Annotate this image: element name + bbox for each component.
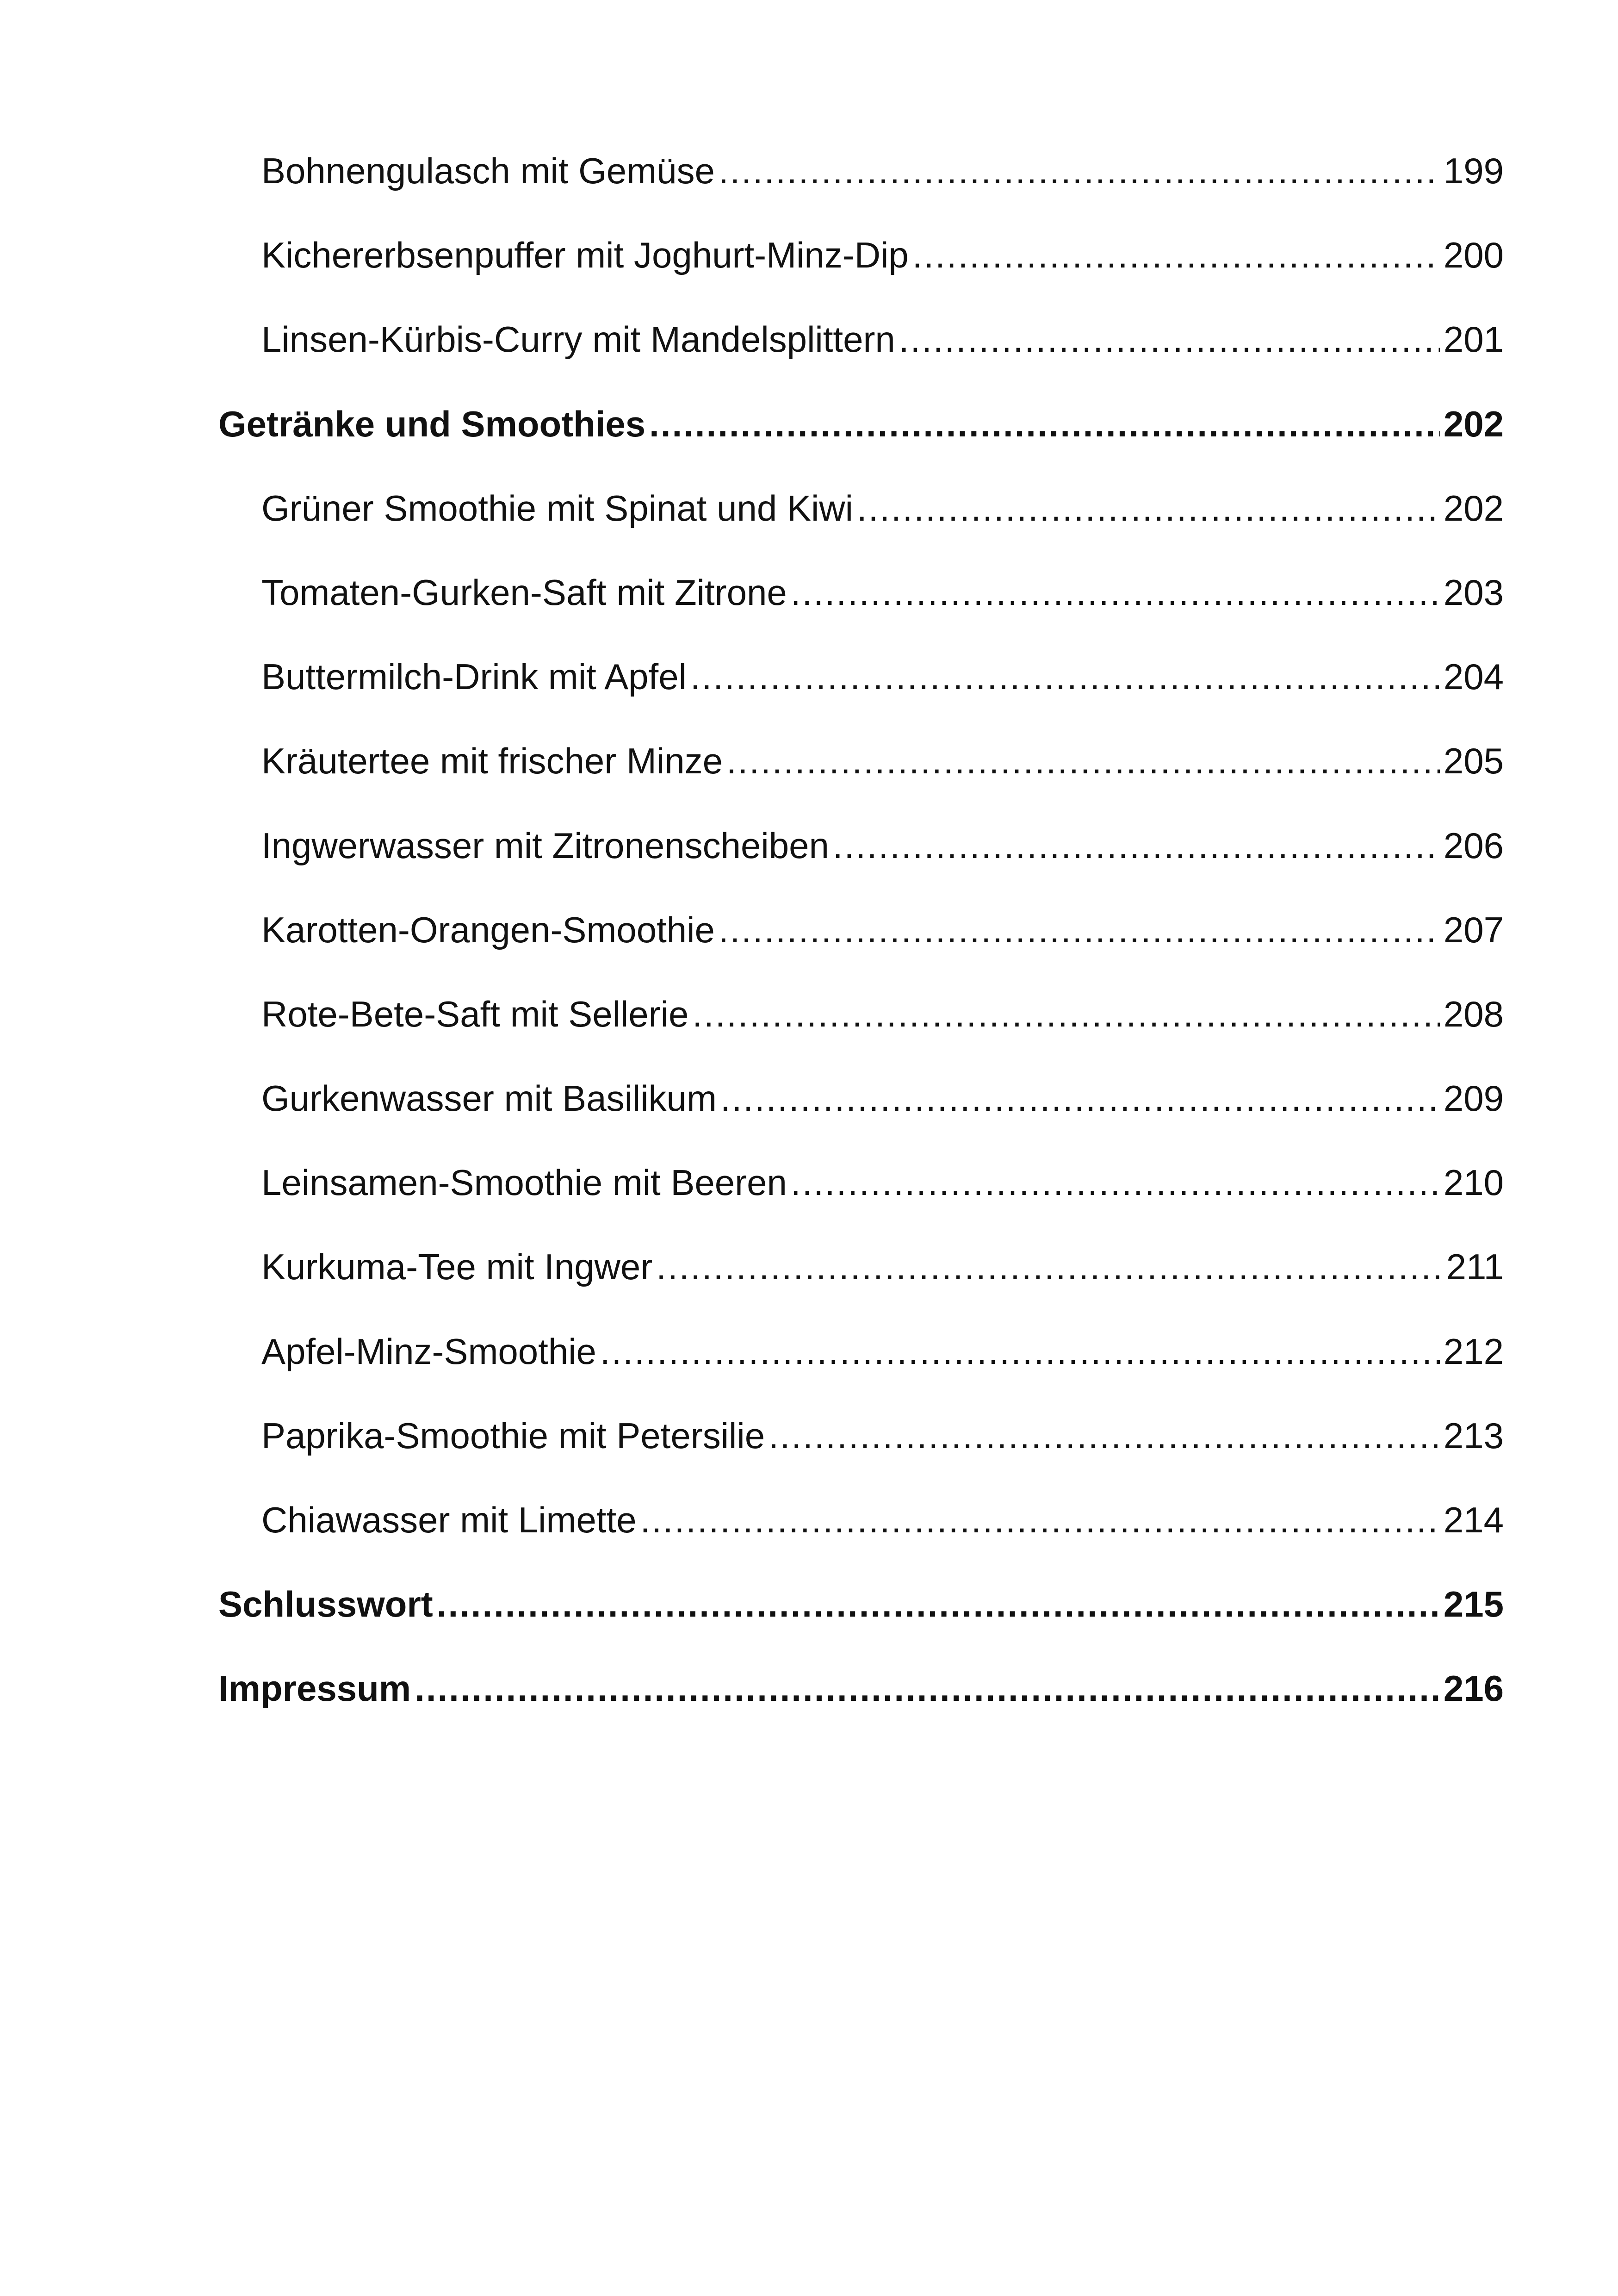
toc-entry-page: 206 xyxy=(1443,825,1504,866)
toc-entry-gruener-smoothie[interactable] xyxy=(218,487,1504,574)
toc-leader-dots xyxy=(719,153,1440,189)
toc-entry-title: Paprika-Smoothie mit Petersilie xyxy=(261,1415,765,1456)
toc-leader-dots xyxy=(640,1502,1440,1538)
toc-entry-title: Rote-Bete-Saft mit Sellerie xyxy=(261,993,689,1034)
toc-entry-title: Leinsamen-Smoothie mit Beeren xyxy=(261,1162,787,1203)
toc-chapter-title: Impressum xyxy=(218,1668,411,1709)
toc-leader-dots xyxy=(720,1080,1440,1116)
toc-entry-apfel-minz-smoothie[interactable] xyxy=(218,1333,1504,1418)
toc-entry-page: 210 xyxy=(1443,1162,1504,1203)
toc-entry-page: 199 xyxy=(1443,150,1504,191)
toc-leader-dots xyxy=(791,1164,1440,1201)
toc-entry-page: 213 xyxy=(1443,1415,1504,1456)
toc-chapter-page: 215 xyxy=(1443,1584,1504,1625)
toc-entry-title: Bohnengulasch mit Gemüse xyxy=(261,150,715,191)
toc-entry-title: Chiawasser mit Limette xyxy=(261,1500,637,1540)
toc-leader-dots xyxy=(656,1249,1442,1285)
toc-entry-page: 203 xyxy=(1443,572,1504,613)
toc-leader-dots xyxy=(600,1333,1440,1369)
toc-entry-title: Buttermilch-Drink mit Apfel xyxy=(261,656,687,697)
toc-entry-page: 202 xyxy=(1443,487,1504,529)
toc-leader-dots xyxy=(791,574,1440,610)
toc-entry-page: 211 xyxy=(1446,1246,1504,1288)
toc-leader-dots xyxy=(719,912,1440,948)
toc-entry-title: Apfel-Minz-Smoothie xyxy=(261,1331,596,1372)
toc-leader-dots xyxy=(690,659,1440,695)
toc-leader-dots xyxy=(912,237,1440,273)
toc-entry-bohnengulasch[interactable] xyxy=(218,150,1504,237)
toc-chapter-impressum[interactable] xyxy=(218,1670,1504,1755)
toc-chapter-schlusswort[interactable] xyxy=(218,1586,1504,1670)
toc-leader-dots xyxy=(857,490,1440,526)
toc-entry-title: Gurkenwasser mit Basilikum xyxy=(261,1078,717,1119)
toc-entry-title: Kurkuma-Tee mit Ingwer xyxy=(261,1246,653,1288)
toc-entry-title: Linsen-Kürbis-Curry mit Mandelsplittern xyxy=(261,319,895,360)
toc-entry-page: 200 xyxy=(1443,235,1504,276)
toc-entry-rote-bete-saft[interactable] xyxy=(218,993,1504,1080)
toc-entry-page: 205 xyxy=(1443,740,1504,782)
toc-leader-dots xyxy=(692,996,1440,1032)
toc-entry-title: Karotten-Orangen-Smoothie xyxy=(261,909,715,950)
toc-leader-dots xyxy=(415,1670,1440,1706)
toc-entry-kichererbsenpuffer[interactable] xyxy=(218,237,1504,321)
toc-entry-page: 207 xyxy=(1443,909,1504,950)
toc-leader-dots xyxy=(899,321,1440,357)
toc-entry-leinsamen-smoothie[interactable] xyxy=(218,1164,1504,1249)
toc-entry-page: 214 xyxy=(1443,1500,1504,1540)
toc-leader-dots xyxy=(649,406,1440,442)
toc-chapter-page: 202 xyxy=(1443,403,1504,444)
toc-entry-page: 208 xyxy=(1443,993,1504,1034)
toc-leader-dots xyxy=(437,1586,1440,1622)
toc-entry-paprika-smoothie[interactable] xyxy=(218,1415,1504,1502)
toc-entry-page: 204 xyxy=(1443,656,1504,697)
toc-entry-kraeutertee[interactable] xyxy=(218,740,1504,827)
toc-entry-buttermilch-drink[interactable] xyxy=(218,656,1504,743)
toc-entry-gurkenwasser[interactable] xyxy=(218,1080,1504,1164)
toc-leader-dots xyxy=(726,743,1440,779)
toc-entry-page: 201 xyxy=(1443,319,1504,360)
toc-entry-title: Kichererbsenpuffer mit Joghurt-Minz-Dip xyxy=(261,235,909,276)
toc-chapter-getraenke[interactable] xyxy=(218,403,1504,490)
toc-chapter-title: Getränke und Smoothies xyxy=(218,403,646,444)
toc-entry-ingwerwasser[interactable] xyxy=(218,825,1504,912)
toc-entry-linsen-kuerbis-curry[interactable] xyxy=(218,321,1504,405)
toc-entry-chiawasser[interactable] xyxy=(218,1502,1504,1586)
toc-leader-dots xyxy=(833,828,1440,864)
toc-entry-kurkuma-tee[interactable] xyxy=(218,1246,1504,1333)
toc-entry-tomaten-gurken-saft[interactable] xyxy=(218,574,1504,659)
toc-entry-title: Kräutertee mit frischer Minze xyxy=(261,740,723,782)
toc-entry-page: 209 xyxy=(1443,1078,1504,1119)
toc-leader-dots xyxy=(769,1418,1440,1454)
toc-chapter-page: 216 xyxy=(1443,1668,1504,1709)
toc-entry-karotten-orangen-smoothie[interactable] xyxy=(218,909,1504,996)
toc-entry-title: Ingwerwasser mit Zitronenscheiben xyxy=(261,825,829,866)
toc-entry-page: 212 xyxy=(1443,1331,1504,1372)
toc-entry-title: Tomaten-Gurken-Saft mit Zitrone xyxy=(261,572,787,613)
toc-chapter-title: Schlusswort xyxy=(218,1584,433,1625)
toc-entry-title: Grüner Smoothie mit Spinat und Kiwi xyxy=(261,487,853,529)
table-of-contents xyxy=(218,150,1504,1755)
